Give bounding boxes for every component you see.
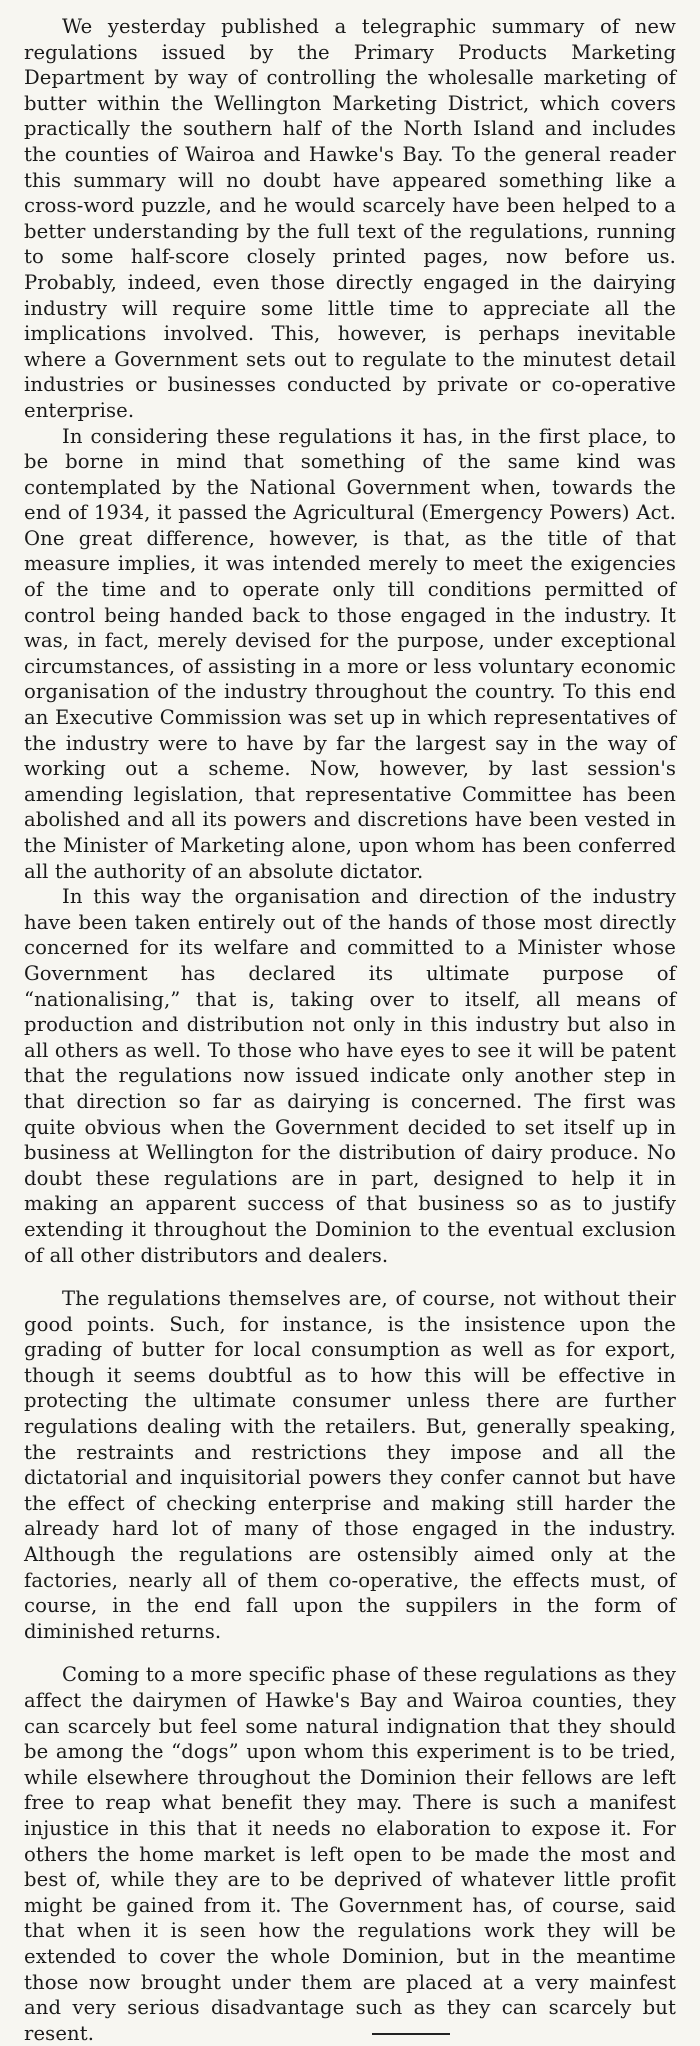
end-of-article-rule <box>372 2033 450 2035</box>
article-paragraph-4: The regulations themselves are, of course, not without their good points. Such, for instance, is the insistence upon the grading of butter for local consumption as well as for export, though it seems doubtful as to how this will be effective in protecting the ultimate consumer unless there are further regulations dealing with the retailers. But, generally speaking, the restraints and restrictions they impose and all the dictatorial and inquisitorial powers they confer cannot but have the effect of checking enterprise and making still harder the already hard lot of many of those engaged in the industry. Although the regulations are ostensibly aimed only at the factories, nearly all of them co-operative, the effects must, of course, in the end fall upon the suppilers in the form of diminished returns. <box>24 1287 676 1643</box>
article-paragraph-5: Coming to a more specific phase of these regulations as they affect the dairymen of Hawke's Bay and Wairoa counties, they can scarcely but feel some natural indignation that they should be among the “dogs” upon whom this experiment is to be tried, while elsewhere throughout the Dominion their fellows are left free to reap what benefit they may. There is such a manifest injustice in this that it needs no elaboration to expose it. For others the home market is left open to be made the most and best of, while they are to be deprived of whatever little profit might be gained from it. The Government has, of course, said that when it is seen how the regulations work they will be extended to cover the whole Dominion, but in the meantime those now brought under them are placed at a very mainfest and very serious disadvantage such as they can scarcely but resent. <box>24 1663 676 2045</box>
article-column <box>24 14 676 2045</box>
article-paragraph-1: We yesterday published a telegraphic summary of new regulations issued by the Primary Products Marketing Department by way of controlling the wholesalle marketing of butter within the Wellington Marketing District, which covers practically the southern half of the North Island and includes the counties of Wairoa and Hawke's Bay. To the general reader this summary will no doubt have appeared something like a cross-word puzzle, and he would scarcely have been helped to a better understanding by the full text of the regulations, running to some half-score closely printed pages, now before us. Probably, indeed, even those directly engaged in the dairying industry will require some little time to appreciate all the implications involved. This, however, is perhaps inevitable where a Government sets out to regulate to the minutest detail industries or businesses conducted by private or co-operative enterprise. <box>24 15 676 422</box>
article-paragraph-2: In considering these regulations it has, in the first place, to be borne in mind that something of the same kind was contemplated by the National Government when, towards the end of 1934, it passed the Agricultural (Emergency Powers) Act. One great difference, however, is that, as the title of that measure implies, it was intended merely to meet the exigencies of the time and to operate only till conditions permitted of control being handed back to those engaged in the industry. It was, in fact, merely devised for the purpose, under exceptional circumstances, of assisting in a more or less voluntary economic organisation of the industry throughout the country. To this end an Executive Commission was set up in which representatives of the industry were to have by far the largest say in the way of working out a scheme. Now, however, by last session's amending legislation, that representative Committee has been abolished and all its powers and discretions have been vested in the Minister of Marketing alone, upon whom has been conferred all the authority of an absolute dictator. <box>24 424 676 883</box>
article-paragraph-3: In this way the organisation and direction of the industry have been taken entirely out of the hands of those most directly concerned for its welfare and committed to a Minister whose Government has declared its ultimate purpose of “nationalising,” that is, taking over to itself, all means of production and distribution not only in this industry but also in all others as well. To those who have eyes to see it will be patent that the regulations now issued indicate only another step in that direction so far as dairying is concerned. The first was quite obvious when the Government decided to set itself up in business at Wellington for the distribution of dairy produce. No doubt these regulations are in part, designed to help it in making an apparent success of that business so as to justify extending it throughout the Dominion to the eventual exclusion of all other distributors and dealers. <box>24 885 676 1267</box>
